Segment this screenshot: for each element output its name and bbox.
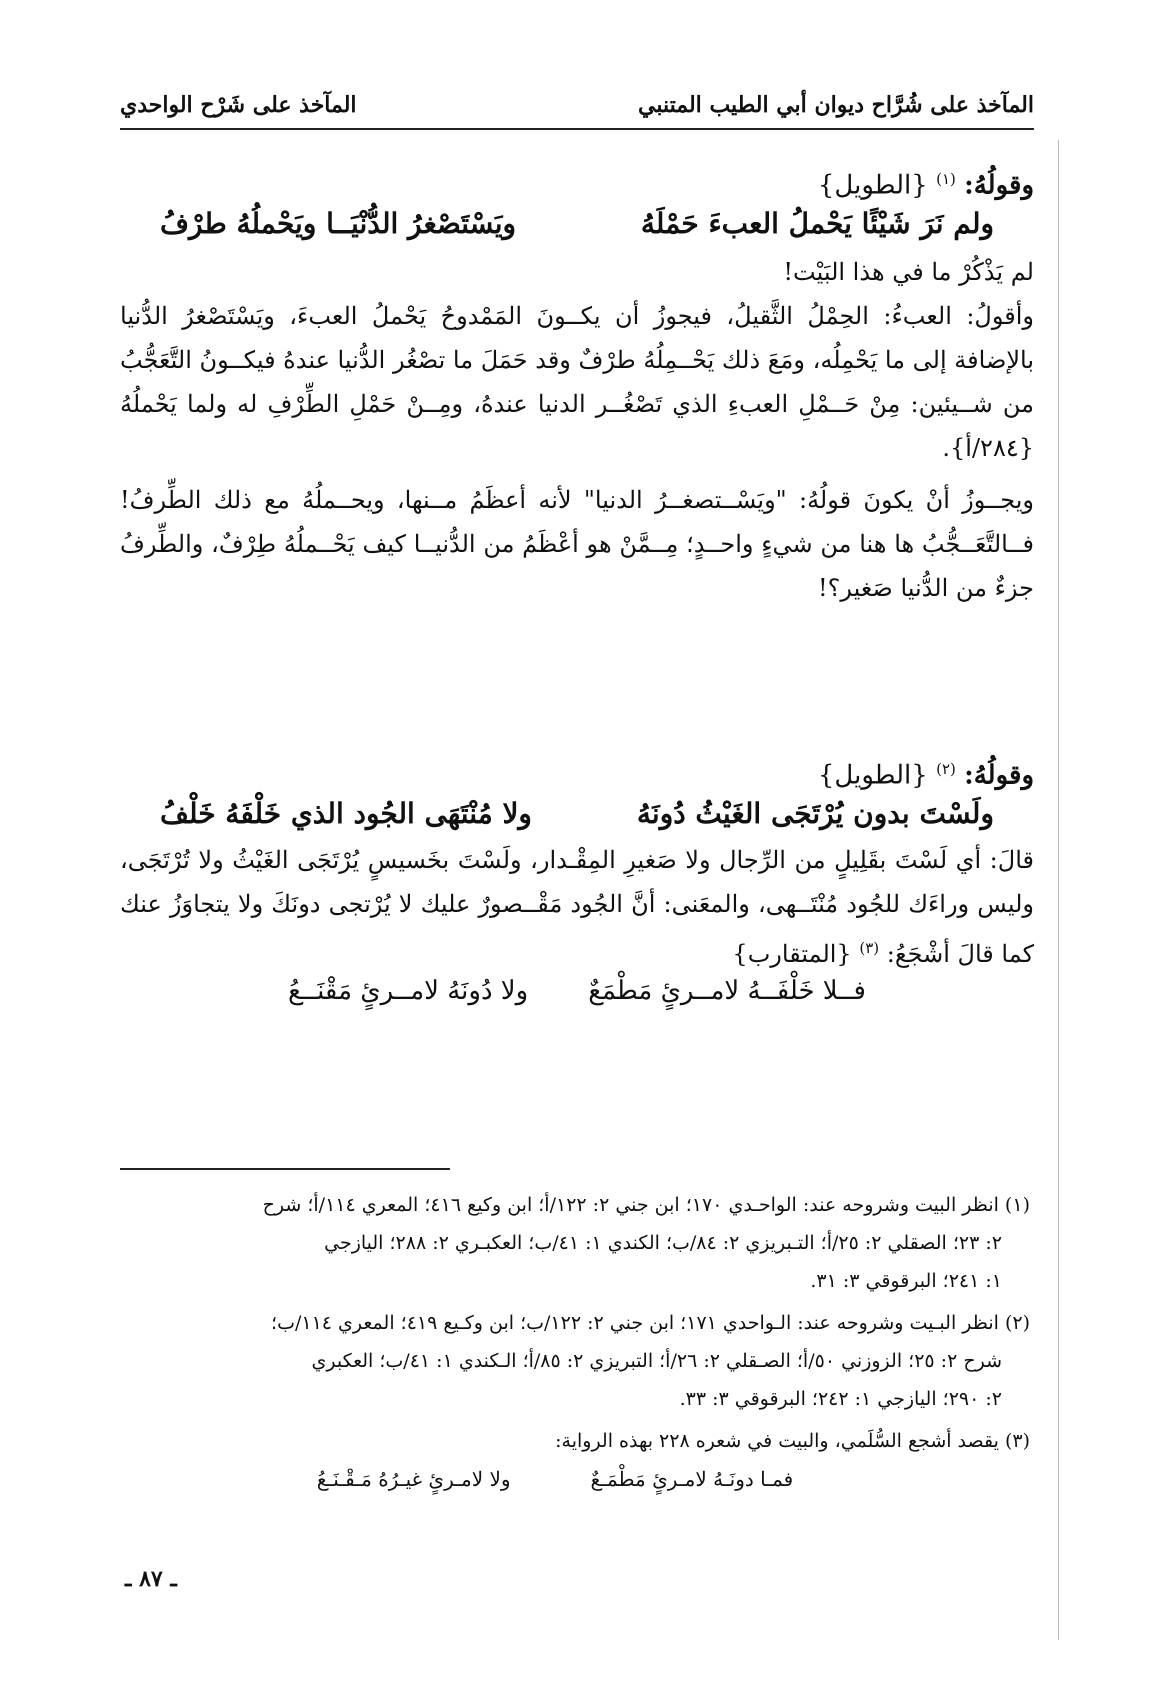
footnote-line: ٢: ٢٣؛ الصقلي ٢: ٢٥/أ؛ التـبريزي ٢: ٨٤/ب؛ الكندي ١: ٤١/ب؛ العكبـري ٢: ٢٨٨؛ اليازجي [324, 1232, 1002, 1254]
footnote-ref-2: (٢) [936, 760, 956, 778]
entry-2-paragraph-text: قالَ: أي لَسْتَ بقَلِيلٍ من الرِّجال ولا صَغيرِ المِقْـدار، ولَسْتَ بخَسيسٍ يُرْتَجَى الغَيْثُ ولا تُرْتَجَى، وليس وراءَك للجُود مُنْتَــهى، والمعَنى: أنَّ الجُود مَقْــصورٌ عليك لا يُرْتجى دونَكَ ولا يتجاوَزُ عنك كما قالَ أشْجَعُ: [120, 845, 1034, 968]
footnote-1 [120, 1186, 1034, 1300]
footnote-ref-1: (١) [936, 170, 956, 188]
quoted-verse [120, 976, 1034, 1006]
footnote-verse-second: ولا لامـرئٍ غيـرُهُ مَـقْـنَـعُ [316, 1467, 511, 1491]
entry-1-heading [120, 170, 1034, 201]
meter-label: {المتقارب} [732, 939, 852, 968]
verse-2 [120, 797, 1034, 830]
verse-1 [120, 207, 1034, 240]
footnote-line: ١: ٢٤١؛ البرقوقي ٣: ٣١. [810, 1270, 1002, 1292]
meter-label: {الطويل} [817, 760, 928, 791]
footnote-ref-3: (٣) [859, 938, 880, 957]
entry-2-heading [120, 760, 1034, 791]
footnote-verse-first: فمـا دونَـهُ لامـرئٍ مَطْمَـعٌ [590, 1467, 794, 1491]
verse-2-first-hemistich: ولَسْتَ بدون يُرْتَجَى الغَيْثُ دُونَهُ [636, 796, 994, 830]
header-book-title: المآخذ على شُرَّاح ديوان أبي الطيب المتنبي [638, 92, 1034, 118]
header-chapter-title: المآخذ على شَرْح الواحدي [120, 92, 357, 118]
footnote-2 [120, 1304, 1034, 1418]
meter-label: {الطويل} [817, 170, 928, 201]
verse-2-second-hemistich: ولا مُنْتَهَى الجُود الذي خَلْفَهُ خَلْفُ [160, 796, 532, 830]
quoted-verse-first-hemistich: فــلا خَلْفَــهُ لامــرئٍ مَطْمَعٌ [588, 975, 866, 1006]
entry-1-intro: وقولُهُ: [964, 170, 1034, 201]
verse-1-first-hemistich: ولم نَرَ شَيْئًا يَحْملُ العبءَ حَمْلَهُ [640, 206, 994, 240]
entry-1 [120, 170, 1034, 610]
footnote-line: (٣) يقصد أشجع السُّلَمي، والبيت في شعره ٢٢٨ بهذه الرواية: [555, 1430, 1030, 1452]
entry-2 [120, 760, 1034, 1006]
footnote-line: شرح ٢: ٢٥؛ الزوزني ٥٠/أ؛ الصـقلي ٢: ٢٦/أ؛ التبريزي ٢: ٨٥/أ؛ الـكندي ١: ٤١/ب؛ العكبري [311, 1350, 1002, 1372]
footnote-line: (٢) انظر البـيت وشروحه عند: الـواحدي ١٧١؛ ابن جني ٢: ١٢٢/ب؛ ابن وكـيع ٤١٩؛ المعري ١١٤/ب؛ [271, 1312, 1030, 1334]
entry-1-paragraph-2: ويجــوزُ أنْ يكونَ قولُهُ: "ويَسْــتصغــرُ الدنيا" لأنه أعظَمُ مــنها، ويحــملُهُ مع ذلك الطِّرفُ! فــالتَّعَــجُّبُ ها هنا من شيءٍ واحــدٍ؛ مِــمَّنْ هو أعْظَمُ من الدُّنيــا كيف يَحْــملُهُ طِرْفٌ، والطِّرفُ جزءٌ من الدُّنيا صَغير؟! [120, 485, 1034, 602]
entry-1-remark: لم يَذْكُرْ ما في هذا البَيْت! [783, 257, 1034, 286]
footnote-verse [120, 1460, 1030, 1498]
footnote-line: (١) انظر البيت وشروحه عند: الواحـدي ١٧٠؛ ابن جني ٢: ١٢٢/أ؛ ابن وكيع ٤١٦؛ المعري ١١٤/أ؛ شرح [262, 1194, 1030, 1216]
entry-2-paragraph [120, 838, 1034, 976]
footnote-3 [120, 1422, 1034, 1498]
footnote-separator [120, 1168, 450, 1170]
verse-1-second-hemistich: ويَسْتَصْغرُ الدُّنْيَــا ويَحْملُهُ طرْفُ [160, 206, 517, 240]
footnote-line: ٢: ٢٩٠؛ اليازجي ١: ٢٤٢؛ البرقوقي ٣: ٣٣. [679, 1388, 1002, 1410]
quoted-verse-second-hemistich: ولا دُونَهُ لامــرئٍ مَقْنَــعُ [288, 975, 529, 1006]
page-number: ـ ٨٧ ـ [125, 1566, 177, 1592]
binding-edge [1058, 140, 1059, 1640]
running-header [120, 88, 1034, 130]
footnotes [120, 1186, 1034, 1502]
entry-2-intro: وقولُهُ: [964, 760, 1034, 791]
entry-1-paragraph-1: وأقولُ: العبءُ: الحِمْلُ الثَّقيلُ، فيجوزُ أن يكــونَ المَمْدوحُ يَحْملُ العبءَ، ويَسْتَصْغرُ الدُّنيا بالإضافة إلى ما يَحْمِلُه، ومَعَ ذلك يَحْــمِلُهُ طرْفٌ وقد حَمَلَ ما تصْغُر الدُّنيا عندهُ فيكــونُ التَّعَجُّبُ من شــيئين: مِنْ حَــمْلِ العبءِ الذي تَصْغُــر الدنيا عندهُ، ومِــنْ حَمْلِ الطِّرْفِ له ولما يَحْملُهُ {٢٨٤/أ}. [120, 301, 1035, 462]
